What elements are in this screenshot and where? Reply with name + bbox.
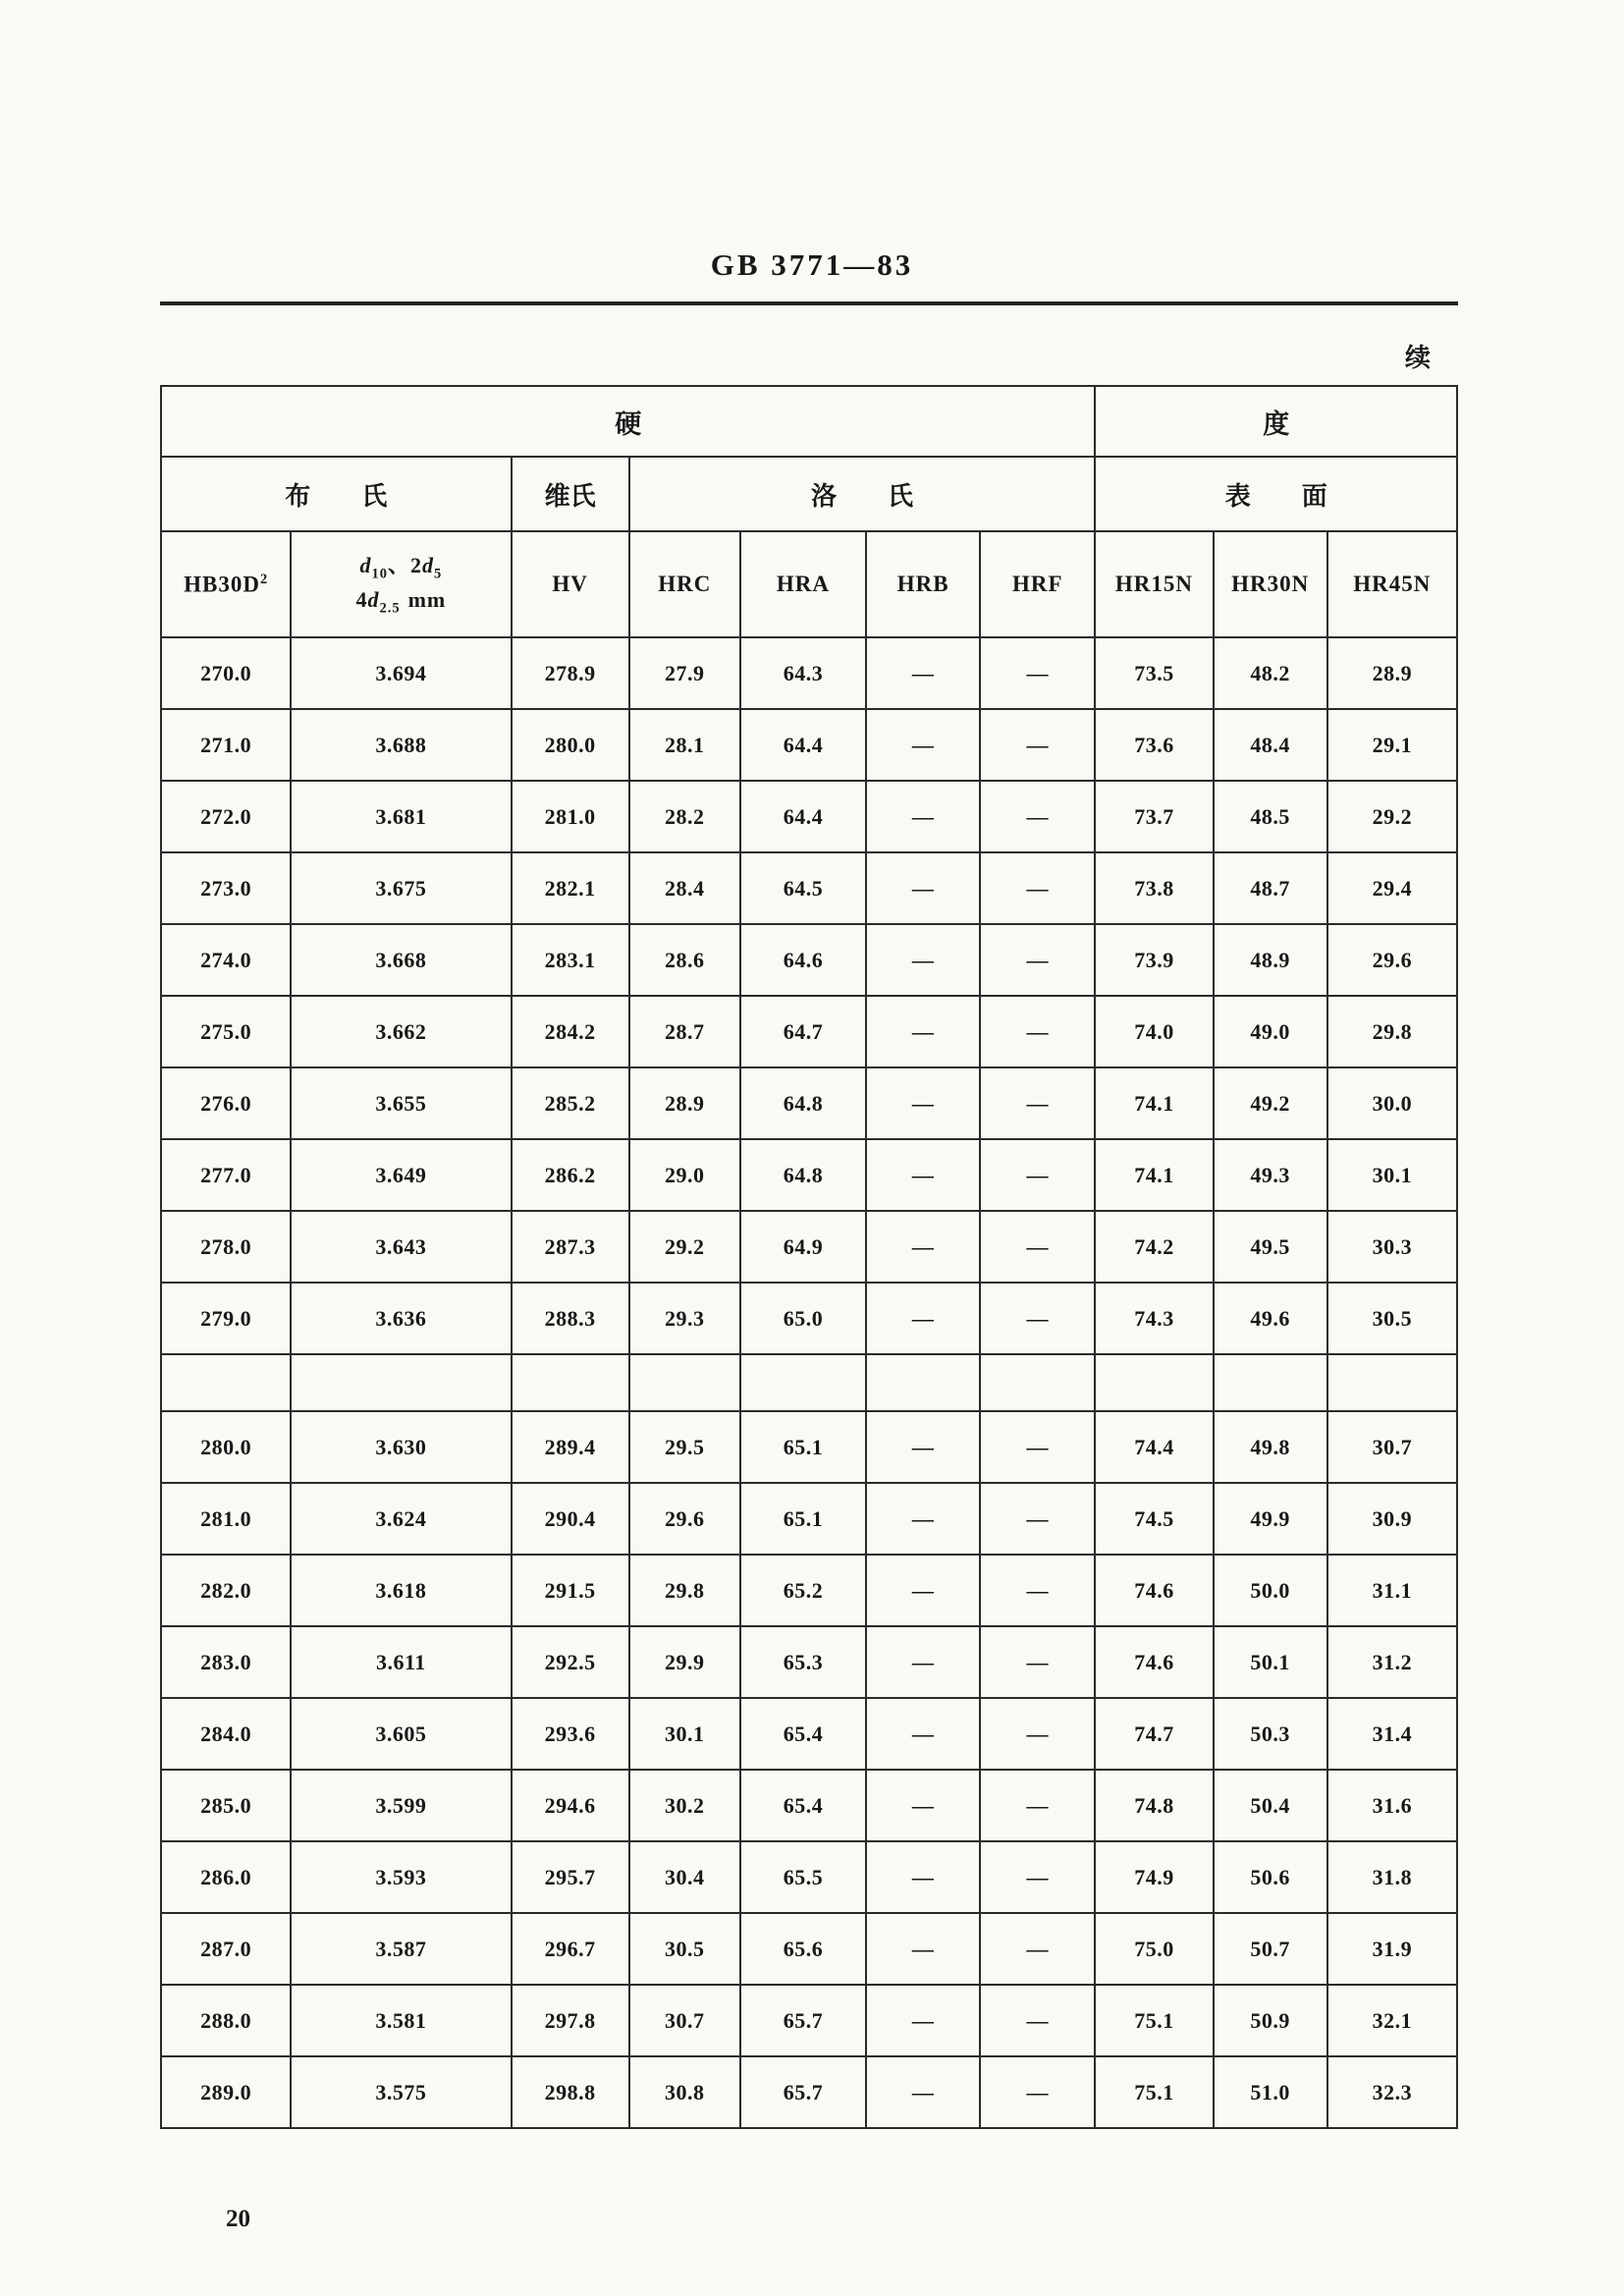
table-cell: 3.587 [291,1913,511,1985]
table-row [161,1913,1457,1985]
table-cell: 65.7 [740,2056,866,2128]
table-cell: 3.618 [291,1555,511,1626]
table-cell: 278.9 [512,637,629,709]
table-cell: — [866,1698,980,1770]
table-cell: 286.2 [512,1139,629,1211]
table-cell: 280.0 [161,1411,291,1483]
table-cell: 29.3 [629,1283,740,1354]
table-cell: 3.605 [291,1698,511,1770]
table-cell: 74.7 [1095,1698,1213,1770]
table-cell: 65.4 [740,1698,866,1770]
table-cell: 31.2 [1327,1626,1457,1698]
table-cell: 30.1 [629,1698,740,1770]
table-cell: 3.662 [291,996,511,1067]
table-cell: 64.8 [740,1139,866,1211]
table-cell: — [980,1698,1095,1770]
table-cell: 3.675 [291,852,511,924]
table-cell: 298.8 [512,2056,629,2128]
table-cell: 74.1 [1095,1067,1213,1139]
table-cell: 281.0 [512,781,629,852]
table-cell: 285.0 [161,1770,291,1841]
col-header-hrb: HRB [866,531,980,637]
table-cell: 284.2 [512,996,629,1067]
table-cell: 29.0 [629,1139,740,1211]
table-cell [866,1354,980,1411]
table-cell [740,1354,866,1411]
table-cell: 50.9 [1214,1985,1327,2056]
table-cell: 3.611 [291,1626,511,1698]
col-header-hr15n: HR15N [1095,531,1213,637]
table-cell: 288.0 [161,1985,291,2056]
table-cell: 73.8 [1095,852,1213,924]
table-cell: 27.9 [629,637,740,709]
table-cell: 73.9 [1095,924,1213,996]
table-cell: 65.1 [740,1411,866,1483]
table-cell: 30.7 [1327,1411,1457,1483]
table-row [161,852,1457,924]
table-row [161,924,1457,996]
table-cell: 30.5 [1327,1283,1457,1354]
table-cell: 297.8 [512,1985,629,2056]
table-cell: 31.6 [1327,1770,1457,1841]
table-cell: — [866,1139,980,1211]
table-cell: — [866,1985,980,2056]
column-header-row [161,531,1457,637]
table-cell: 295.7 [512,1841,629,1913]
table-cell [629,1354,740,1411]
col-header-hr30n: HR30N [1214,531,1327,637]
table-cell: 3.624 [291,1483,511,1555]
table-cell: — [866,1841,980,1913]
group-header-hardness-left: 硬 [161,386,1095,457]
table-row [161,996,1457,1067]
table-cell: — [980,996,1095,1067]
table-cell: — [980,781,1095,852]
table-row [161,1770,1457,1841]
table-cell: — [980,924,1095,996]
d-header-line1: $d_{10}$、$2d_5$ [359,552,443,581]
table-cell: 50.7 [1214,1913,1327,1985]
table-cell: 64.3 [740,637,866,709]
table-cell: 291.5 [512,1555,629,1626]
table-cell: 3.593 [291,1841,511,1913]
table-cell: 29.4 [1327,852,1457,924]
table-row [161,1555,1457,1626]
table-cell: 296.7 [512,1913,629,1985]
table-cell: 64.4 [740,709,866,781]
table-cell: 50.1 [1214,1626,1327,1698]
table-cell: 48.5 [1214,781,1327,852]
table-cell: 28.2 [629,781,740,852]
table-cell: 73.7 [1095,781,1213,852]
spacer-row [161,1354,1457,1411]
table-cell: — [980,709,1095,781]
table-row [161,1626,1457,1698]
group-header-hardness-right: 度 [1095,386,1457,457]
table-cell: 75.1 [1095,1985,1213,2056]
table-row [161,1698,1457,1770]
table-cell: 294.6 [512,1770,629,1841]
scale-header-surface: 表 面 [1095,457,1457,531]
table-cell: 74.4 [1095,1411,1213,1483]
table-cell: — [980,637,1095,709]
table-cell: 75.1 [1095,2056,1213,2128]
table-cell: 271.0 [161,709,291,781]
table-cell: 282.0 [161,1555,291,1626]
scale-header-vickers: 维氏 [512,457,629,531]
table-cell: — [866,996,980,1067]
table-cell: 74.5 [1095,1483,1213,1555]
table-cell: — [866,781,980,852]
table-cell: 289.0 [161,2056,291,2128]
table-cell: — [866,1411,980,1483]
table-cell: 28.9 [629,1067,740,1139]
table-cell: — [980,2056,1095,2128]
table-cell: 29.5 [629,1411,740,1483]
table-cell: 277.0 [161,1139,291,1211]
table-cell: — [980,1770,1095,1841]
table-cell: — [980,1283,1095,1354]
hardness-table-body [161,637,1457,2128]
table-cell: 3.688 [291,709,511,781]
table-row [161,1211,1457,1283]
table-cell: 51.0 [1214,2056,1327,2128]
hardness-conversion-table [160,385,1458,2129]
table-cell: 29.1 [1327,709,1457,781]
table-cell: — [866,1483,980,1555]
continued-label: 续 [1404,344,1431,372]
scale-header-brinell: 布 氏 [161,457,512,531]
scale-header-row [161,457,1457,531]
table-cell: 74.2 [1095,1211,1213,1283]
table-cell: 65.1 [740,1483,866,1555]
table-cell: 32.3 [1327,2056,1457,2128]
table-cell: 284.0 [161,1698,291,1770]
col-header-hra: HRA [740,531,866,637]
table-cell: 29.6 [629,1483,740,1555]
table-cell: 74.6 [1095,1626,1213,1698]
table-cell: 49.8 [1214,1411,1327,1483]
table-cell: 285.2 [512,1067,629,1139]
table-cell: — [866,637,980,709]
table-cell: 49.3 [1214,1139,1327,1211]
table-cell: 283.1 [512,924,629,996]
table-cell [1095,1354,1213,1411]
table-cell: 64.9 [740,1211,866,1283]
table-cell: — [980,1411,1095,1483]
table-cell: — [980,1483,1095,1555]
table-cell: 28.4 [629,852,740,924]
table-cell: 31.9 [1327,1913,1457,1985]
table-cell: — [866,852,980,924]
table-cell: 49.2 [1214,1067,1327,1139]
table-cell: 3.575 [291,2056,511,2128]
table-cell: — [980,1067,1095,1139]
table-cell: — [866,1770,980,1841]
table-cell: 273.0 [161,852,291,924]
table-cell: 65.3 [740,1626,866,1698]
table-cell: 48.2 [1214,637,1327,709]
table-cell: 283.0 [161,1626,291,1698]
table-cell: 30.7 [629,1985,740,2056]
table-cell: 74.3 [1095,1283,1213,1354]
table-cell: — [980,1626,1095,1698]
table-cell [1327,1354,1457,1411]
table-cell: 74.6 [1095,1555,1213,1626]
table-cell: 74.9 [1095,1841,1213,1913]
table-cell: 65.7 [740,1985,866,2056]
table-cell: — [866,1555,980,1626]
title-rule [160,301,1458,305]
table-cell: 50.3 [1214,1698,1327,1770]
col-header-hb30d2: $HB30D^2$ [161,531,291,637]
table-cell: 48.9 [1214,924,1327,996]
table-cell: 281.0 [161,1483,291,1555]
table-cell: 30.1 [1327,1139,1457,1211]
table-cell: 50.0 [1214,1555,1327,1626]
table-cell: — [980,1841,1095,1913]
table-cell: — [866,1913,980,1985]
table-cell: 282.1 [512,852,629,924]
table-cell: 288.3 [512,1283,629,1354]
table-cell: 29.2 [1327,781,1457,852]
table-row [161,1411,1457,1483]
table-cell: 65.2 [740,1555,866,1626]
table-cell: 49.6 [1214,1283,1327,1354]
table-cell: — [980,1985,1095,2056]
table-cell: 30.9 [1327,1483,1457,1555]
table-cell: 3.668 [291,924,511,996]
table-cell: 48.7 [1214,852,1327,924]
table-cell: 50.4 [1214,1770,1327,1841]
table-cell: 3.630 [291,1411,511,1483]
col-header-hr45n: HR45N [1327,531,1457,637]
table-cell: — [980,1211,1095,1283]
table-cell: 65.0 [740,1283,866,1354]
table-cell: 3.649 [291,1139,511,1211]
page-number: 20 [226,2206,250,2232]
table-cell: 270.0 [161,637,291,709]
table-cell: 50.6 [1214,1841,1327,1913]
table-cell: — [980,1555,1095,1626]
table-cell: 31.4 [1327,1698,1457,1770]
table-cell: 287.0 [161,1913,291,1985]
table-cell: — [866,1067,980,1139]
table-cell: 64.8 [740,1067,866,1139]
table-cell: 30.5 [629,1913,740,1985]
table-row [161,1067,1457,1139]
table-row [161,781,1457,852]
table-cell: 64.4 [740,781,866,852]
table-cell: — [866,1283,980,1354]
table-cell: 31.1 [1327,1555,1457,1626]
table-cell: 290.4 [512,1483,629,1555]
table-cell: 29.6 [1327,924,1457,996]
table-cell: — [980,1139,1095,1211]
table-cell: 65.5 [740,1841,866,1913]
table-cell: 3.694 [291,637,511,709]
table-cell: 30.4 [629,1841,740,1913]
scale-header-rockwell: 洛 氏 [629,457,1096,531]
table-cell: 48.4 [1214,709,1327,781]
table-cell: 28.7 [629,996,740,1067]
table-cell [512,1354,629,1411]
table-cell: 272.0 [161,781,291,852]
table-cell: 3.643 [291,1211,511,1283]
table-cell: 292.5 [512,1626,629,1698]
table-cell: 286.0 [161,1841,291,1913]
table-cell: 3.581 [291,1985,511,2056]
table-cell: 29.9 [629,1626,740,1698]
col-header-indentation-diameter [291,531,511,637]
table-cell: 274.0 [161,924,291,996]
table-row [161,1283,1457,1354]
table-row [161,637,1457,709]
table-row [161,1841,1457,1913]
table-row [161,1483,1457,1555]
table-cell: 275.0 [161,996,291,1067]
table-cell: 49.0 [1214,996,1327,1067]
table-cell: — [980,1913,1095,1985]
table-cell: 278.0 [161,1211,291,1283]
table-cell: 74.8 [1095,1770,1213,1841]
table-row [161,2056,1457,2128]
table-cell: 65.6 [740,1913,866,1985]
table-cell [161,1354,291,1411]
table-cell: 29.2 [629,1211,740,1283]
table-cell: 49.9 [1214,1483,1327,1555]
col-header-hv: HV [512,531,629,637]
table-cell: 28.9 [1327,637,1457,709]
table-cell: 280.0 [512,709,629,781]
table-cell: 64.7 [740,996,866,1067]
table-cell: — [866,924,980,996]
table-cell: 30.8 [629,2056,740,2128]
table-cell: 65.4 [740,1770,866,1841]
table-cell: 29.8 [1327,996,1457,1067]
group-header-row [161,386,1457,457]
table-cell [1214,1354,1327,1411]
table-cell: 32.1 [1327,1985,1457,2056]
table-cell: 29.8 [629,1555,740,1626]
d-header-line2: $4d_{2.5}$ mm [355,587,447,617]
table-cell: 3.681 [291,781,511,852]
table-cell: 3.599 [291,1770,511,1841]
table-cell: 279.0 [161,1283,291,1354]
table-cell: 74.0 [1095,996,1213,1067]
table-cell: — [866,1211,980,1283]
table-cell: 75.0 [1095,1913,1213,1985]
table-cell: 64.5 [740,852,866,924]
table-cell: 28.6 [629,924,740,996]
table-row [161,709,1457,781]
table-cell: 30.0 [1327,1067,1457,1139]
table-cell: 30.3 [1327,1211,1457,1283]
table-cell: 49.5 [1214,1211,1327,1283]
table-cell: 73.5 [1095,637,1213,709]
table-cell: — [866,2056,980,2128]
table-cell: — [980,852,1095,924]
table-cell: 28.1 [629,709,740,781]
table-cell [291,1354,511,1411]
table-header [161,386,1457,637]
table-cell: 3.655 [291,1067,511,1139]
table-cell: 289.4 [512,1411,629,1483]
table-cell: 64.6 [740,924,866,996]
table-cell: 74.1 [1095,1139,1213,1211]
table-cell: 73.6 [1095,709,1213,781]
table-cell: — [866,1626,980,1698]
table-cell: — [866,709,980,781]
table-cell: 276.0 [161,1067,291,1139]
table-row [161,1139,1457,1211]
table-cell [980,1354,1095,1411]
table-cell: 3.636 [291,1283,511,1354]
table-cell: 31.8 [1327,1841,1457,1913]
table-cell: 30.2 [629,1770,740,1841]
col-header-hrf: HRF [980,531,1095,637]
col-header-hrc: HRC [629,531,740,637]
standard-code: GB 3771—83 [710,247,914,282]
table-row [161,1985,1457,2056]
table-cell: 293.6 [512,1698,629,1770]
table-cell: 287.3 [512,1211,629,1283]
